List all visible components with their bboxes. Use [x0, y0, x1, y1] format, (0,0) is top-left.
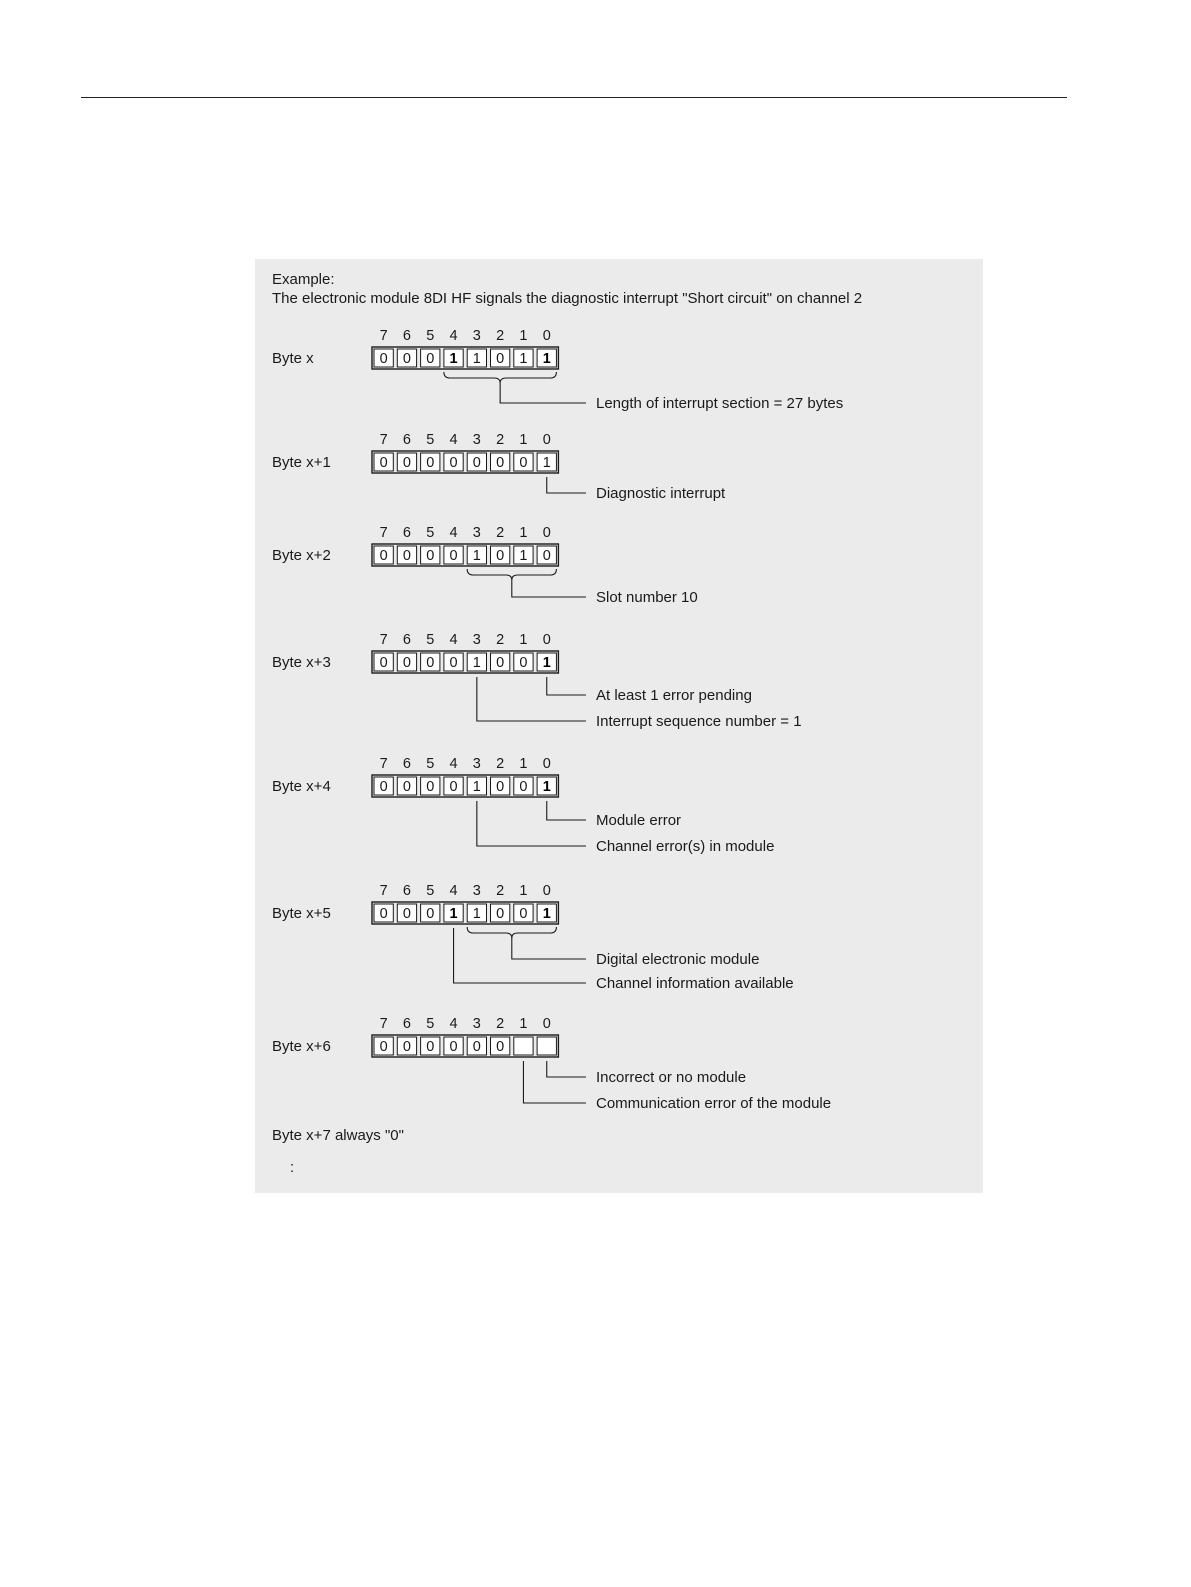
leader-line: [547, 1061, 586, 1077]
bit-value: 0: [379, 655, 388, 671]
leader-line: [512, 938, 586, 959]
bit-number: 7: [379, 432, 388, 448]
bit-value: 0: [519, 906, 528, 922]
byte-label: Byte x: [272, 350, 314, 367]
bit-value: 0: [496, 906, 505, 922]
bit-value: 0: [426, 1039, 435, 1055]
bit-number: 6: [402, 328, 411, 344]
bit-number: 6: [402, 1016, 411, 1032]
leader-line: [454, 928, 586, 983]
bit-number: 3: [472, 1016, 481, 1032]
bit-number: 4: [449, 756, 458, 772]
annotation-label: Incorrect or no module: [596, 1069, 747, 1086]
bit-number: 2: [496, 328, 505, 344]
byte-label: Byte x+2: [272, 547, 331, 564]
brace: [467, 927, 556, 938]
footer-note: Byte x+7 always "0": [272, 1127, 404, 1144]
bit-number: 4: [449, 432, 458, 448]
byte-row: [272, 1016, 831, 1112]
annotation-label: Module error: [596, 812, 682, 829]
byte-rows: [272, 328, 843, 1112]
bit-value: 0: [402, 779, 411, 795]
bit-number: 6: [402, 525, 411, 541]
bit-number: 3: [472, 328, 481, 344]
annotation-label: Communication error of the module: [596, 1095, 832, 1112]
bit-number: 5: [426, 1016, 435, 1032]
bit-number: 3: [472, 756, 481, 772]
bit-value: 0: [379, 906, 388, 922]
bit-value: 0: [496, 351, 505, 367]
leader-line: [547, 801, 586, 820]
bit-number: 7: [379, 883, 388, 899]
bit-value: 0: [379, 455, 388, 471]
bit-value: 0: [426, 351, 435, 367]
bit-value: 1: [542, 906, 551, 922]
bit-value: 0: [449, 779, 458, 795]
annotation-label: At least 1 error pending: [596, 687, 752, 704]
bit-value: 0: [519, 779, 528, 795]
bit-number: 5: [426, 328, 435, 344]
byte-row: [272, 432, 726, 502]
bit-layout-diagram: [255, 259, 983, 1193]
bit-value: 1: [519, 548, 528, 564]
bit-number: 5: [426, 525, 435, 541]
byte-label: Byte x+5: [272, 905, 331, 922]
bit-number: 1: [519, 525, 528, 541]
bit-value: 1: [472, 906, 481, 922]
leader-line: [500, 383, 586, 403]
bit-value: 0: [519, 455, 528, 471]
bit-number: 4: [449, 525, 458, 541]
bit-value: 0: [496, 455, 505, 471]
byte-row: [272, 328, 843, 412]
bit-number: 2: [496, 525, 505, 541]
byte-label: Byte x+3: [272, 654, 331, 671]
bit-value: 0: [402, 548, 411, 564]
bit-value: 1: [472, 351, 481, 367]
brace: [467, 569, 556, 580]
example-description: The electronic module 8DI HF signals the diagnostic interrupt "Short circuit" on channel 2: [272, 290, 863, 307]
bit-value: 1: [472, 548, 481, 564]
bit-value: 0: [449, 655, 458, 671]
bit-value: 0: [402, 1039, 411, 1055]
bit-value: 0: [449, 1039, 458, 1055]
leader-line: [512, 580, 586, 597]
bit-number: 7: [379, 1016, 388, 1032]
bit-number: 6: [402, 883, 411, 899]
bit-value: 0: [519, 655, 528, 671]
bit-value: 0: [496, 1039, 505, 1055]
bit-number: 0: [542, 525, 551, 541]
annotation-label: Digital electronic module: [596, 951, 760, 968]
bit-value: 0: [449, 548, 458, 564]
brace: [444, 372, 557, 383]
byte-row: [272, 756, 774, 855]
bit-number: 4: [449, 883, 458, 899]
bit-number: 1: [519, 756, 528, 772]
bit-value: 1: [542, 655, 551, 671]
example-panel: [255, 259, 983, 1193]
bit-value: 0: [449, 455, 458, 471]
bit-value: 1: [542, 351, 551, 367]
bit-value: 0: [379, 1039, 388, 1055]
bit-number: 0: [542, 328, 551, 344]
bit-value: 0: [426, 779, 435, 795]
bit-value: 1: [542, 455, 551, 471]
bit-value: 0: [496, 548, 505, 564]
bit-value: 0: [379, 351, 388, 367]
bit-number: 1: [519, 632, 528, 648]
bit-number: 5: [426, 432, 435, 448]
byte-label: Byte x+4: [272, 778, 331, 795]
bit-number: 5: [426, 632, 435, 648]
leader-line: [523, 1061, 586, 1103]
annotation-label: Channel error(s) in module: [596, 838, 775, 855]
bit-value: 1: [472, 655, 481, 671]
bit-number: 5: [426, 756, 435, 772]
bit-value: 0: [496, 655, 505, 671]
leader-line: [547, 477, 586, 493]
bit-number: 2: [496, 1016, 505, 1032]
bit-number: 6: [402, 632, 411, 648]
bit-number: 3: [472, 883, 481, 899]
bit-value: 0: [496, 779, 505, 795]
bit-number: 1: [519, 883, 528, 899]
bit-value: 1: [472, 779, 481, 795]
bit-number: 0: [542, 632, 551, 648]
bit-value: 0: [379, 548, 388, 564]
bit-number: 6: [402, 756, 411, 772]
bit-value: 0: [426, 906, 435, 922]
bit-number: 6: [402, 432, 411, 448]
bit-number: 7: [379, 632, 388, 648]
leader-line: [477, 801, 586, 846]
annotation-label: Diagnostic interrupt: [596, 485, 726, 502]
leader-line: [547, 677, 586, 695]
bit-value: 1: [449, 351, 458, 367]
bit-number: 0: [542, 1016, 551, 1032]
leader-line: [477, 677, 586, 721]
bit-number: 2: [496, 632, 505, 648]
bit-number: 7: [379, 328, 388, 344]
bit-value: 0: [426, 548, 435, 564]
bit-number: 1: [519, 432, 528, 448]
bit-value: 0: [426, 455, 435, 471]
bit-number: 2: [496, 756, 505, 772]
bit-number: 1: [519, 328, 528, 344]
annotation-label: Length of interrupt section = 27 bytes: [596, 395, 844, 412]
bit-value: 0: [472, 455, 481, 471]
annotation-label: Channel information available: [596, 975, 794, 992]
example-heading: Example:: [272, 271, 335, 288]
bit-value: 0: [379, 779, 388, 795]
bit-value: 0: [426, 655, 435, 671]
byte-label: Byte x+6: [272, 1038, 331, 1055]
bit-number: 4: [449, 632, 458, 648]
bit-number: 7: [379, 756, 388, 772]
bit-number: 1: [519, 1016, 528, 1032]
bit-number: 4: [449, 328, 458, 344]
byte-label: Byte x+1: [272, 454, 331, 471]
bit-number: 2: [496, 432, 505, 448]
bit-number: 3: [472, 525, 481, 541]
bit-cell: [514, 1037, 533, 1055]
bit-number: 5: [426, 883, 435, 899]
bit-number: 3: [472, 632, 481, 648]
bit-value: 1: [519, 351, 528, 367]
bit-number: 0: [542, 756, 551, 772]
byte-row: [272, 525, 698, 606]
bit-number: 0: [542, 883, 551, 899]
bit-number: 3: [472, 432, 481, 448]
annotation-label: Interrupt sequence number = 1: [596, 713, 802, 730]
bit-value: 0: [542, 548, 551, 564]
bit-value: 0: [402, 351, 411, 367]
bit-value: 1: [449, 906, 458, 922]
bit-value: 0: [402, 455, 411, 471]
header-rule: [81, 97, 1067, 98]
bit-cell: [537, 1037, 556, 1055]
continuation-mark: :: [290, 1159, 295, 1176]
byte-row: [272, 883, 794, 992]
bit-value: 0: [402, 655, 411, 671]
annotation-label: Slot number 10: [596, 589, 698, 606]
bit-number: 2: [496, 883, 505, 899]
bit-value: 1: [542, 779, 551, 795]
byte-row: [272, 632, 802, 730]
bit-number: 7: [379, 525, 388, 541]
bit-value: 0: [472, 1039, 481, 1055]
bit-number: 4: [449, 1016, 458, 1032]
bit-value: 0: [402, 906, 411, 922]
bit-number: 0: [542, 432, 551, 448]
